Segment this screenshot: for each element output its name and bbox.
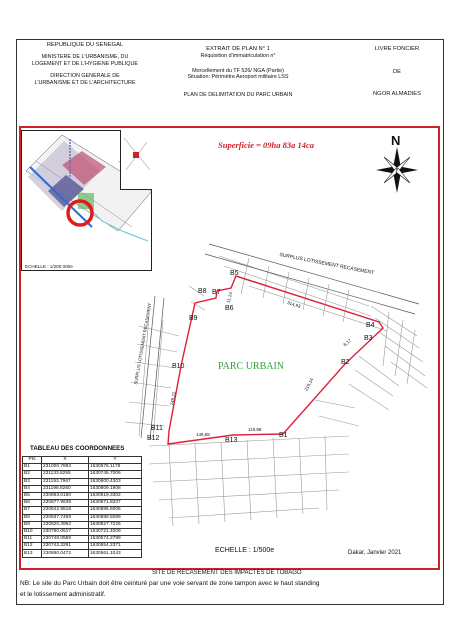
coords-cell-y: 1630800.4303 (89, 478, 142, 485)
north-label: N (391, 133, 401, 148)
coords-cell-point: B3 (23, 478, 42, 485)
inset-scale: ECHELLE : 1/200 000e (25, 264, 73, 269)
point-b7: B7 (212, 289, 221, 296)
side-road-label: SURPLUS LOTISSEMENT RECASEMENT (133, 302, 153, 385)
distance-b13-b1: 119,88 (248, 427, 262, 432)
distance-b11-b10: 148,22 (169, 391, 177, 406)
distance-b5-b4: 314,93 (286, 299, 302, 310)
coords-cell-point: B5 (23, 492, 42, 499)
coords-cell-x: 230837.7469 (42, 514, 89, 521)
direction-line-2: L'URBANISME ET DE L'ARCHITECTURE (34, 80, 136, 87)
note-line-2: et le lotissement administratif. (20, 591, 106, 598)
coords-cell-y: 1630574.2799 (89, 536, 142, 543)
coords-cell-x: 230748.0589 (42, 536, 89, 543)
note-line-1: NB: Le site du Parc Urbain doit être ceinturé par une voie servant de zone tampon avec le haut standing (20, 580, 320, 587)
country-label: REPUBLIQUE DU SENEGAL (46, 42, 124, 48)
coords-row (23, 536, 142, 543)
coords-cell-point: B7 (23, 507, 42, 514)
coords-row (23, 464, 142, 471)
coords-cell-y: 1630745.7006 (89, 471, 142, 478)
distance-b4-b2: 8,17 (342, 337, 353, 348)
coords-cell-point: B10 (23, 528, 42, 535)
coords-cell-point: B2 (23, 471, 42, 478)
coords-row (23, 550, 142, 557)
coords-cell-x: 230820.3992 (42, 521, 89, 528)
coords-cell-y: 1630827.7226 (89, 521, 142, 528)
coords-cell-point: B4 (23, 485, 42, 492)
scale-label: ECHELLE : 1/500e (215, 547, 275, 554)
roads (141, 244, 419, 440)
coords-cell-y: 1630871.8337 (89, 500, 142, 507)
ministry-line-1: MINISTERE DE L'URBANISME, DU (41, 53, 129, 60)
coords-header-y: Y (89, 457, 142, 464)
header-right (352, 46, 442, 97)
of-label: DE (392, 68, 402, 75)
coords-cell-point: B12 (23, 543, 42, 550)
coords-cell-point: B8 (23, 514, 42, 521)
coords-cell-point: B13 (23, 550, 42, 557)
coords-cell-x: 231193.7967 (42, 478, 89, 485)
coords-table-title: TABLEAU DES COORDONNEES (30, 445, 125, 452)
situation-label: Situation: Périmètre Aeroport militaire LSS (187, 74, 289, 81)
coords-cell-y: 1630919.3302 (89, 492, 142, 499)
coords-table (22, 456, 142, 558)
distance-b12-b13: 149,68 (196, 432, 210, 437)
coords-cell-y: 1630576.1178 (89, 464, 142, 471)
point-b12: B12 (147, 435, 160, 442)
requisition-label: Réquisition d'immatriculation n° (200, 52, 276, 59)
coords-row (23, 528, 142, 535)
coords-cell-x: 230742.3291 (42, 543, 89, 550)
point-b11: B11 (151, 425, 163, 432)
header-left (22, 42, 148, 87)
coords-cell-y: 1630886.6005 (89, 507, 142, 514)
coords-cell-y: 1630554.2371 (89, 543, 142, 550)
coords-cell-y: 1630561.1043 (89, 550, 142, 557)
coords-row (23, 500, 142, 507)
coords-cell-point: B9 (23, 521, 42, 528)
coords-row (23, 507, 142, 514)
point-b5: B5 (230, 270, 239, 277)
coords-header-point: Pts (23, 457, 42, 464)
point-b9: B9 (189, 315, 198, 322)
coords-row (23, 514, 142, 521)
coords-cell-x: 230790.0517 (42, 528, 89, 535)
point-b8: B8 (198, 288, 207, 295)
coords-cell-point: B1 (23, 464, 42, 471)
point-b4: B4 (366, 322, 375, 329)
date-label: Dakar, Janvier 2021 (348, 550, 402, 556)
land-book-label: LIVRE FONCIER (374, 46, 420, 52)
header-center (158, 46, 318, 99)
coords-cell-x: 230890.0472 (42, 550, 89, 557)
coords-cell-x: 230877.9839 (42, 500, 89, 507)
coords-cell-point: B11 (23, 536, 42, 543)
point-b2: B2 (341, 359, 350, 366)
coords-row (23, 543, 142, 550)
coords-row (23, 492, 142, 499)
coords-cell-y: 1630809.1908 (89, 485, 142, 492)
plan-title: PLAN DE DELIMITATION DU PARC URBAIN (183, 92, 293, 99)
coords-cell-point: B6 (23, 500, 42, 507)
park-parcel-outline (168, 276, 383, 444)
bottom-caption: SITE DE RECASEMENT DES IMPACTES DE TOBAGO (152, 570, 302, 576)
point-b3: B3 (364, 335, 373, 342)
distance-b6-b5: 11,14 (225, 291, 234, 304)
coords-cell-x: 231000.7883 (42, 464, 89, 471)
area-label: Superficie = 09ha 83a 14ca (218, 140, 314, 150)
coords-cell-y: 1630721.4009 (89, 528, 142, 535)
direction-line-1: DIRECTION GENERALE DE (50, 73, 120, 80)
coords-cell-x: 230893.0180 (42, 492, 89, 499)
coords-cell-x: 230842.9518 (42, 507, 89, 514)
coords-row (23, 485, 142, 492)
point-b13: B13 (225, 437, 238, 444)
ministry-line-2: LOGEMENT ET DE L'HYGIENE PUBLIQUE (32, 60, 138, 67)
point-b6: B6 (225, 305, 234, 312)
coords-row (23, 521, 142, 528)
parcel-label: Morcellement du TF 526/ NGA (Partie) (192, 67, 284, 74)
surplus-road-label: SURPLUS LOTISSEMENT RECASEMENT (278, 252, 375, 277)
distance-b2-b1: 219,14 (303, 377, 315, 392)
coords-row (23, 478, 142, 485)
coords-row (23, 471, 142, 478)
coords-cell-x: 231133.8255 (42, 471, 89, 478)
point-b1: B1 (279, 432, 288, 439)
point-b10: B10 (172, 363, 185, 370)
neighbouring-lots (125, 256, 427, 526)
place-label: NGOR ALMADIES (373, 90, 421, 97)
park-label: PARC URBAIN (218, 361, 285, 372)
coords-header-x: X (42, 457, 89, 464)
extract-number: EXTRAIT DE PLAN N° 1 (206, 46, 270, 52)
coords-cell-y: 1630888.5089 (89, 514, 142, 521)
coords-cell-x: 231198.8260 (42, 485, 89, 492)
